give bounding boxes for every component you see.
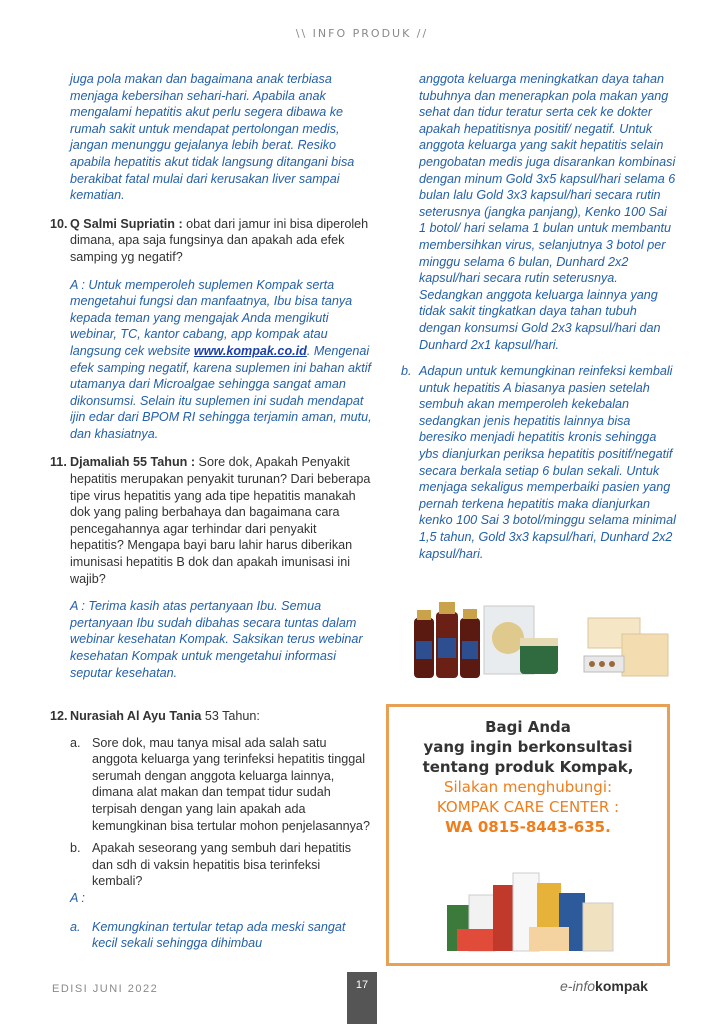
- contact-line: Bagi Anda: [485, 718, 571, 736]
- questioner-name: Q Salmi Supriatin :: [70, 216, 183, 231]
- questioner-name: Djamaliah 55 Tahun :: [70, 455, 196, 470]
- product-photo: [408, 596, 674, 682]
- edition-label: EDISI JUNI 2022: [52, 983, 159, 995]
- page-number: 17: [347, 972, 377, 1024]
- questioner-name: Nurasiah Al Ayu Tania: [70, 709, 202, 723]
- contact-line: yang ingin berkonsultasi: [423, 738, 633, 756]
- answer-text: A : Untuk memperoleh suplemen Kompak serta mengetahui fungsi dan manfaatnya, Ibu bisa tanya kepada teman yang mengajak Anda mengikuti webinar, TC, kantor cabang, app kompak atau langsung cek website www.kompak.co.id. Mengenai efek samping negatif, karena suplemen ini bahan aktif utamanya dari Microalgae sehingga sangat aman dikonsumsi. Selain itu suplemen ini sudah mendapat ijin edar dari BPOM RI sehingga terjamin aman, mutu, dan khasiatnya.: [70, 277, 372, 441]
- answer-b: [401, 363, 677, 562]
- whatsapp-number[interactable]: WA 0815-8443-635.: [445, 818, 611, 836]
- answer-continued-text: anggota keluarga meningkatkan daya tahan tubuhnya dan menerapkan pola makan yang sehat dan tidur teratur serta cek ke dokter apakah hepatitisnya positif/ negatif. Untuk anggota keluarga yang sakit hepatitis selain pengobatan medis juga disarankan kombinasi dengan minum Gold 3x5 kapsul/hari selama 6 bulan lalu Gold 3x3 kapsul/hari secara rutin seterusnya (jangka panjang), Kenko 100 Sai 1 botol/ hari selama 1 bulan untuk membantu membersihkan virus, selanjutnya 3 botol per minggu selama 6 bulan, Dunhard 2x2 kapsul/hari secara rutin seterusnya. Sedangkan anggota keluarga lainnya yang tidak sakit tingkatkan daya tahan tubuh dengan konsumsi Gold 2x3 kapsul/hari dan Dunhard 2x1 kapsul/hari.: [419, 72, 676, 352]
- question-12-a: a. Sore dok, mau tanya misal ada salah satu anggota keluarga yang terinfeksi hepatitis tinggal serumah dengan anggota keluarga lainnya, dimana alat makan dan tempat tidur sudah terpisah dengan yang lain apakah ada kemungkinan bisa tertular mohon penjelasannya?: [70, 735, 370, 833]
- questioner-age: 53 Tahun:: [201, 709, 260, 723]
- question-number: 11.: [50, 455, 67, 470]
- website-link[interactable]: www.kompak.co.id: [193, 343, 307, 358]
- intro-answer-text: juga pola makan dan bagaimana anak terbiasa menjaga kebersihan sehari-hari. Apabila anak mengalami hepatitis akut perlu segera dibawa ke rumah sakit untuk mendapat pertolongan medis, jangan menunggu gejalanya lebih berat. Resiko apabila hepatitis akut tidak langsung ditangani bisa berakibat fatal mulai dari kerusakan liver sampai kematian.: [70, 72, 355, 203]
- contact-box: [386, 704, 670, 966]
- question-10: [52, 216, 372, 443]
- question-text: Sore dok, Apakah Penyakit hepatitis merupakan penyakit turunan? Dari beberapa tipe virus hepatitis yang ada tipe hepatitis manakah dok yang paling berbahaya dan bagaimana cara pencegahannya agar terhindar dari penyakit hepatitis? Mengapa bayi baru lahir harus diberikan imunisasi hepatitis B dok dan apakah imunisasi ini wajib?: [70, 455, 371, 586]
- answer-label: A :: [70, 890, 85, 905]
- question-text: obat dari jamur ini bisa diperoleh dimana, apa saja fungsinya dan apakah ada efek samping yg negatif?: [70, 216, 369, 264]
- answer-b-text: Adapun untuk kemungkinan reinfeksi kembali untuk hepatitis A biasanya pasien setelah sembuh akan memperoleh kekebalan sedangkan jenis hepatitis lainnya bisa beresiko menjadi hepatitis kronis sehingga ybs dianjurkan periksa hepatitis positif/negatif secara berkala setiap 6 bulan sekali. Untuk menjaga sekaligus memperbaiki pasien yang pernah terkena hepatitis maka dianjurkan kenko 100 Sai 3 botol/minggu selama minimal 1,5 tahun, Gold 3x3 kapsul/hari, Dunhard 2x2 kapsul/hari.: [419, 364, 676, 561]
- question-number: 12.: [50, 709, 68, 723]
- section-header: \\ INFO PRODUK //: [295, 27, 429, 40]
- question-12-b: b. Apakah seseorang yang sembuh dari hepatitis dan sdh di vaksin hepatitis bisa terinfeksi kembali?: [70, 841, 352, 889]
- question-number: 10.: [50, 216, 68, 231]
- contact-line: tentang produk Kompak,: [422, 758, 634, 776]
- bottle-icon: [414, 602, 480, 678]
- answer-b-label: b.: [401, 364, 412, 379]
- dunhard-box-icon: [584, 618, 668, 676]
- gold-box-icon: [484, 606, 558, 674]
- question-11: [52, 454, 372, 681]
- contact-line: Silakan menghubungi:: [443, 778, 613, 796]
- question-12: [52, 708, 372, 952]
- care-center-label: KOMPAK CARE CENTER :: [436, 798, 620, 816]
- right-column: [401, 71, 677, 562]
- brand-logo: e-infokompak: [560, 978, 648, 994]
- answer-12-a: a. Kemungkinan tertular tetap ada meski sangat kecil sekali sehingga dihimbau: [70, 919, 346, 951]
- answer-text: A : Terima kasih atas pertanyaan Ibu. Semua pertanyaan Ibu sudah dibahas secara tuntas dalam webinar kesehatan Kompak. Saksikan terus webinar kesehatan Kompak untuk mengetahui informasi seputar kesehatan.: [70, 599, 363, 680]
- product-range-photo: [439, 865, 623, 957]
- left-column: [52, 71, 372, 681]
